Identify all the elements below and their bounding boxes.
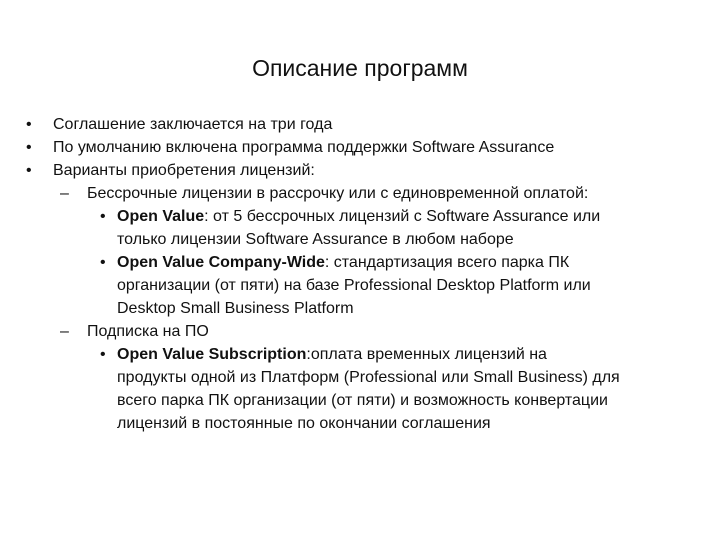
sub-item-software-subscription <box>0 320 700 343</box>
sub-sub-item-open-value <box>0 205 700 251</box>
description-text: : от 5 бессрочных лицензий с Software Assurance или <box>204 208 601 225</box>
program-name: Open Value Subscription <box>117 346 307 363</box>
bullet-item-agreement-term <box>0 113 700 136</box>
sub-item-text: Подписка на ПО <box>87 323 209 340</box>
line-2: только лицензии Software Assurance в любом наборе <box>117 231 514 248</box>
dash-marker: – <box>60 323 69 340</box>
bullet-item-software-assurance <box>0 136 700 159</box>
bullet-list <box>0 113 700 435</box>
program-name: Open Value <box>117 208 205 225</box>
line-3: всего парка ПК организации (от пяти) и возможность конвертации <box>117 392 608 409</box>
bullet-item-license-options <box>0 159 700 182</box>
program-name: Open Value Company-Wide <box>117 254 325 271</box>
bullet-text: Варианты приобретения лицензий: <box>53 162 315 179</box>
bullet-marker: • <box>26 116 32 133</box>
sub-sub-item-open-value-company-wide <box>0 251 700 320</box>
bullet-marker: • <box>26 139 32 156</box>
bullet-marker: • <box>100 346 106 363</box>
line-2: продукты одной из Платформ (Professional или Small Business) для <box>117 369 620 386</box>
description-text: :оплата временных лицензий на <box>306 346 547 363</box>
description-text: : стандартизация всего парка ПК <box>324 254 570 271</box>
line-3: Desktop Small Business Platform <box>117 300 354 317</box>
line-4: лицензий в постоянные по окончании соглашения <box>117 415 491 432</box>
sub-sub-item-open-value-subscription <box>0 343 700 435</box>
bullet-marker: • <box>100 254 106 271</box>
line-1 <box>117 251 700 274</box>
bullet-marker: • <box>100 208 106 225</box>
line-1 <box>117 205 700 228</box>
bullet-text: Соглашение заключается на три года <box>53 116 333 133</box>
sub-item-perpetual-licenses <box>0 182 700 205</box>
sub-item-text: Бессрочные лицензии в рассрочку или с единовременной оплатой: <box>87 185 589 202</box>
slide-title: Описание программ <box>252 55 468 81</box>
line-2: организации (от пяти) на базе Professional Desktop Platform или <box>117 277 591 294</box>
bullet-marker: • <box>26 162 32 179</box>
bullet-text: По умолчанию включена программа поддержки Software Assurance <box>53 139 555 156</box>
dash-marker: – <box>60 185 69 202</box>
line-1 <box>117 343 700 366</box>
